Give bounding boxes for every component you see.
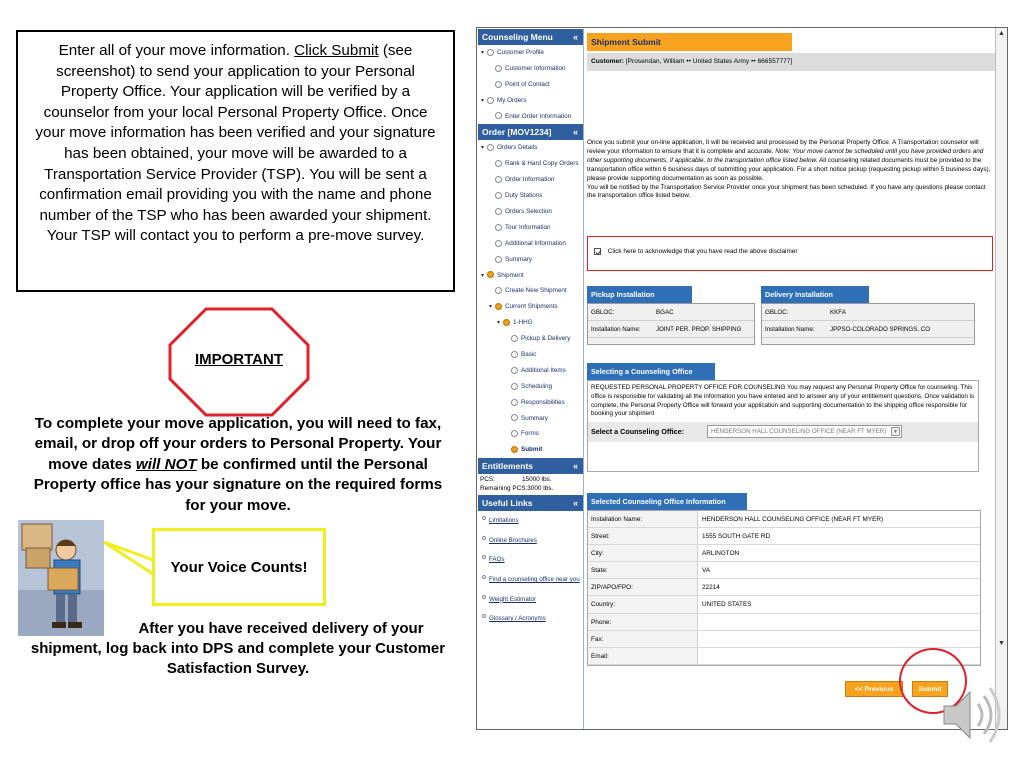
- useful-link[interactable]: [478, 511, 583, 531]
- counseling-office-select-value: HENDERSON HALL COUNSELING OFFICE (NEAR FT MYER): [711, 428, 887, 436]
- node-bullet-icon: [495, 176, 502, 183]
- selected-office-table: [587, 510, 981, 666]
- disclaimer-text: [587, 139, 993, 201]
- office-field-label: City:: [588, 545, 698, 561]
- counseling-office-select-label: Select a Counseling Office:: [591, 427, 685, 437]
- table-row: [588, 511, 980, 528]
- office-field-label: Street:: [588, 528, 698, 544]
- sidebar-tree-item-label: Basic: [521, 351, 537, 359]
- previous-button[interactable]: << Previous: [845, 681, 903, 697]
- collapse-icon[interactable]: «: [572, 461, 578, 472]
- link-bullet-icon: [482, 614, 486, 618]
- office-field-value: 22214: [702, 584, 720, 592]
- office-field-label: Fax:: [588, 631, 698, 647]
- office-field-label: Email:: [588, 648, 698, 664]
- office-field-value: HENDERSON HALL COUNSELING OFFICE (NEAR FT MYER): [702, 516, 884, 523]
- useful-link-label[interactable]: Glossary / Acronyms: [489, 615, 546, 623]
- submit-button[interactable]: Submit: [912, 681, 948, 697]
- sidebar-tree-item-label: My Orders: [497, 96, 527, 104]
- important-label: IMPORTANT: [194, 351, 284, 368]
- node-bullet-icon: [495, 240, 502, 247]
- sidebar-tree-item-label: Responsibilities: [521, 398, 565, 406]
- office-field-label: State:: [588, 562, 698, 578]
- delivery-installation-tab: Delivery Installation: [761, 286, 869, 303]
- node-bullet-icon: [503, 319, 510, 326]
- counseling-office-box: [587, 380, 979, 472]
- node-bullet-icon: [511, 430, 518, 437]
- table-row: [588, 545, 980, 562]
- sidebar-tree-item-label: Scheduling: [521, 382, 553, 390]
- entitlements-header[interactable]: [478, 458, 583, 474]
- node-bullet-icon: [487, 97, 494, 104]
- expand-toggle-icon[interactable]: ▾: [481, 97, 485, 104]
- table-row: [588, 596, 980, 613]
- scroll-up-icon[interactable]: ▲: [998, 30, 1005, 37]
- useful-links-header[interactable]: [478, 495, 583, 511]
- office-field-value: 1555 SOUTH GATE RD: [702, 533, 771, 541]
- important-octagon: [168, 307, 310, 417]
- node-bullet-icon: [495, 112, 502, 119]
- counseling-menu-title: Counseling Menu: [482, 32, 553, 42]
- useful-link-label[interactable]: Find a counseling office near you: [489, 576, 580, 584]
- useful-link[interactable]: [478, 609, 583, 629]
- node-bullet-icon: [487, 271, 494, 278]
- sidebar-tree-item[interactable]: [478, 77, 583, 93]
- collapse-icon[interactable]: «: [572, 32, 578, 42]
- sidebar-tree-item[interactable]: [478, 172, 583, 188]
- sidebar-tree-item[interactable]: [478, 252, 583, 268]
- remaining-pcs: Remaining PCS:3000 lbs.: [480, 484, 554, 492]
- entitlements-body: [478, 474, 583, 495]
- table-row: [588, 562, 980, 579]
- link-bullet-icon: [482, 555, 486, 559]
- link-bullet-icon: [482, 575, 486, 579]
- sidebar-tree-item-label: Submit: [521, 446, 543, 454]
- expand-toggle-icon[interactable]: ▾: [481, 50, 485, 56]
- node-bullet-icon: [511, 446, 518, 453]
- scroll-down-icon[interactable]: ▼: [998, 640, 1005, 647]
- disclaimer-part1: Once you submit your on-line application, it will be received and processed by the Personal Property Office. A Transportation counselor will review your information to ensure that it is complete and accurate.: [587, 139, 979, 155]
- sidebar-tree-item[interactable]: [478, 236, 583, 252]
- customer-value: [Prosendan, William •• United States Army •• 666557777]: [625, 58, 793, 65]
- node-bullet-icon: [495, 303, 502, 310]
- sidebar-tree-item[interactable]: [478, 379, 583, 395]
- sidebar-tree-item-label: Order Information: [505, 176, 555, 184]
- acknowledge-box: [587, 236, 993, 271]
- selected-office-tab: Selected Counseling Office Information: [587, 493, 747, 510]
- pickup-gbloc-row: [588, 304, 754, 321]
- sidebar-tree-item-label: Additional Items: [521, 366, 566, 374]
- sidebar-tree-item-label: Customer Information: [505, 64, 566, 72]
- useful-link[interactable]: [478, 570, 583, 590]
- sidebar-tree-item[interactable]: [478, 315, 583, 331]
- useful-links-list: [478, 511, 583, 629]
- node-bullet-icon: [487, 144, 494, 151]
- table-row: [588, 528, 980, 545]
- sidebar-tree-item[interactable]: [478, 426, 583, 442]
- useful-link[interactable]: [478, 531, 583, 551]
- delivery-name-row: [762, 321, 974, 338]
- sidebar-tree-item-label: Point of Contact: [505, 80, 550, 88]
- table-row: [588, 579, 980, 596]
- sidebar-tree-item-label: Orders Details: [497, 144, 538, 152]
- delivery-installation-box: [761, 303, 975, 345]
- disclaimer-part2: All counseling related documents must be provided to the transportation office within 6 business days of submitting your application. For a short notice pickup (requesting pickup within 5 business days), please provide supporting documentation as soon as possible.: [587, 156, 991, 182]
- delivery-gbloc-label: GBLOC:: [765, 309, 789, 316]
- expand-toggle-icon[interactable]: ▾: [481, 272, 485, 279]
- sidebar-tree-item-label: Orders Selection: [505, 208, 552, 216]
- node-bullet-icon: [495, 160, 502, 167]
- collapse-icon[interactable]: «: [572, 498, 578, 509]
- order-menu-header[interactable]: [478, 124, 583, 140]
- pickup-gbloc-value: BGAC: [656, 309, 674, 316]
- sidebar-tree-item[interactable]: [478, 395, 583, 411]
- useful-link-label[interactable]: Weight Estimator: [489, 595, 536, 603]
- office-field-label: Installation Name:: [588, 511, 698, 527]
- office-field-label: ZIP/APO/FPO:: [588, 579, 698, 595]
- voice-counts-callout: Your Voice Counts!: [152, 528, 326, 606]
- instructions-box: [16, 30, 455, 292]
- node-bullet-icon: [495, 256, 502, 263]
- sidebar-tree-item-label: Customer Profile: [497, 49, 544, 56]
- instructions-part1: Enter all of your move information.: [58, 42, 290, 59]
- counseling-office-text: REQUESTED PERSONAL PROPERTY OFFICE FOR COUNSELING You may request any Personal Property Office for counseling. This office is responsible for validating all the information you have entered and to answer any of your entitlement questions. Once validation is complete, the Personal Property Office will forward your application and supporting documentation to the shipping office responsible for booking your shipment: [591, 384, 975, 418]
- node-bullet-icon: [511, 335, 518, 342]
- node-bullet-icon: [495, 208, 502, 215]
- delivery-gbloc-value: KKFA: [830, 309, 846, 316]
- sidebar-tree-item[interactable]: [478, 299, 583, 315]
- disclaimer-note: Note: Your move cannot be scheduled until you have provided orders and other supporting documents, if applicable, to the transportation office listed below.: [587, 147, 984, 164]
- sidebar-tree-item-label: Shipment: [497, 271, 524, 279]
- important-text-a: To complete your move application, you will need to fax, email, or drop off your orders to Personal Property. Your move dates: [34, 415, 442, 473]
- click-submit-link[interactable]: Click Submit: [294, 42, 379, 59]
- important-text-emphasis: will NOT: [135, 455, 197, 473]
- dps-screenshot: [476, 27, 1008, 730]
- sidebar-tree-item[interactable]: [478, 140, 583, 156]
- node-bullet-icon: [511, 351, 518, 358]
- sidebar-tree-item[interactable]: [478, 188, 583, 204]
- node-bullet-icon: [495, 65, 502, 72]
- sidebar-tree-item-label: Current Shipments: [505, 303, 558, 311]
- useful-link-label[interactable]: Online Brochures: [489, 536, 537, 544]
- office-field-value: VA: [702, 567, 711, 575]
- table-row: [588, 614, 980, 631]
- order-menu-list: [478, 140, 583, 458]
- entitlements-title: Entitlements: [482, 461, 534, 472]
- sidebar-tree-item-label: Create New Shipment: [505, 287, 567, 295]
- counseling-office-tab: Selecting a Counseling Office: [587, 363, 715, 380]
- link-bullet-icon: [482, 516, 486, 520]
- node-bullet-icon: [511, 383, 518, 390]
- node-bullet-icon: [495, 224, 502, 231]
- order-menu-title: Order [MOV1234]: [482, 127, 552, 138]
- delivery-name-value: JPPSO-COLORADO SPRINGS, CO: [830, 326, 931, 333]
- node-bullet-icon: [495, 287, 502, 294]
- office-field-value: UNITED STATES: [702, 601, 752, 609]
- pickup-name-label: Installation Name:: [591, 326, 641, 333]
- counseling-office-select-row: [588, 422, 978, 442]
- sidebar-tree-item[interactable]: [478, 109, 583, 125]
- main-content: [585, 29, 995, 729]
- sidebar-tree-item[interactable]: [478, 45, 583, 61]
- pcs-label: PCS:: [480, 476, 495, 484]
- table-row: [588, 631, 980, 648]
- pickup-installation-box: [587, 303, 755, 345]
- sidebar-tree-item-label: Duty Stations: [505, 192, 543, 200]
- expand-toggle-icon[interactable]: ▾: [489, 304, 493, 311]
- useful-link-label[interactable]: Limitations: [489, 517, 519, 525]
- customer-label: Customer:: [591, 58, 624, 65]
- expand-toggle-icon[interactable]: ▾: [481, 145, 485, 152]
- pickup-gbloc-label: GBLOC:: [591, 309, 615, 316]
- important-text-b: be confirmed until the Personal Property office has your signature on the required forms for your move.: [33, 455, 443, 514]
- delivery-name-label: Installation Name:: [765, 326, 815, 333]
- vertical-scrollbar[interactable]: [995, 28, 1007, 729]
- pickup-name-value: JOINT PER. PROP. SHIPPING: [656, 326, 742, 333]
- pcs-row: [480, 476, 581, 485]
- sidebar-tree-item-label: Summary: [521, 414, 548, 422]
- office-field-label: Phone:: [588, 614, 698, 630]
- link-bullet-icon: [482, 536, 486, 540]
- counseling-menu-list: [478, 45, 583, 124]
- node-bullet-icon: [511, 367, 518, 374]
- sidebar: [478, 29, 584, 729]
- customer-bar: [587, 53, 997, 71]
- useful-link-label[interactable]: FAQs: [489, 556, 505, 564]
- important-text: [28, 414, 448, 516]
- page-title: Shipment Submit: [587, 33, 792, 51]
- speaker-icon[interactable]: [940, 684, 1004, 746]
- delivery-gbloc-row: [762, 304, 974, 321]
- sidebar-tree-item-label: Rank & Hard Copy Orders: [505, 160, 579, 168]
- sidebar-tree-item-label: Summary: [505, 255, 532, 263]
- office-field-value: ARLINGTON: [702, 550, 740, 558]
- pickup-name-row: [588, 321, 754, 338]
- sidebar-tree-item-label: Tour Information: [505, 223, 551, 231]
- sidebar-tree-item[interactable]: [478, 204, 583, 220]
- sidebar-tree-item[interactable]: [478, 156, 583, 172]
- counseling-menu-header[interactable]: [478, 29, 583, 45]
- node-bullet-icon: [511, 399, 518, 406]
- sidebar-tree-item[interactable]: [478, 93, 583, 109]
- node-bullet-icon: [495, 192, 502, 199]
- office-field-value: [698, 631, 702, 647]
- checkmark-icon: [595, 249, 602, 256]
- sidebar-tree-item[interactable]: [478, 268, 583, 284]
- node-bullet-icon: [495, 81, 502, 88]
- node-bullet-icon: [511, 414, 518, 421]
- sidebar-tree-item[interactable]: [478, 363, 583, 379]
- sidebar-tree-item-label: Pickup & Delivery: [521, 335, 571, 343]
- expand-toggle-icon[interactable]: ▾: [497, 320, 501, 327]
- link-bullet-icon: [482, 595, 486, 599]
- useful-link[interactable]: [478, 550, 583, 570]
- useful-link[interactable]: [478, 590, 583, 610]
- acknowledge-label[interactable]: Click here to acknowledge that you have read the above disclaimer: [607, 248, 798, 255]
- sidebar-tree-item-label: Forms: [521, 430, 539, 438]
- sidebar-tree-item[interactable]: [478, 220, 583, 236]
- sidebar-tree-item[interactable]: [478, 411, 583, 427]
- office-field-label: Country:: [588, 596, 698, 612]
- after-delivery-text-body: After you have received delivery of your shipment, log back into DPS and complete your Customer Satisfaction Survey.: [30, 620, 446, 677]
- sidebar-tree-item[interactable]: [478, 442, 583, 458]
- instructions-part2: (see screenshot) to send your application to your Personal Property Office. Your application will be verified by a counselor from your local Personal Property Office. Once your move information has been verified and your signature has been obtained, your move will be awarded to a Transportation Service Provider (TSP). You will be sent a confirmation email providing you with the name and phone number of the TSP who has been awarded your shipment. Your TSP will contact you to perform a pre-move survey.: [35, 42, 436, 245]
- sidebar-tree-item-label: Enter Order Information: [505, 112, 572, 120]
- pcs-value: 15000 lbs.: [522, 476, 552, 484]
- sidebar-tree-item[interactable]: [478, 283, 583, 299]
- pickup-installation-tab: Pickup Installation: [587, 286, 692, 303]
- useful-links-title: Useful Links: [482, 498, 533, 509]
- counseling-office-select[interactable]: [707, 425, 902, 438]
- sidebar-tree-item[interactable]: [478, 61, 583, 77]
- sidebar-tree-item[interactable]: [478, 347, 583, 363]
- chevron-down-icon[interactable]: ▼: [891, 427, 900, 436]
- acknowledge-checkbox[interactable]: [594, 248, 601, 255]
- sidebar-tree-item-label: 1-HHG: [513, 319, 533, 327]
- sidebar-tree-item[interactable]: [478, 331, 583, 347]
- collapse-icon[interactable]: «: [572, 127, 578, 138]
- office-field-value: [698, 648, 702, 664]
- node-bullet-icon: [487, 49, 494, 56]
- sidebar-tree-item-label: Additional Information: [505, 239, 566, 247]
- after-delivery-text: [28, 619, 448, 679]
- office-field-value: [698, 614, 702, 630]
- disclaimer-part3: You will be notified by the Transportation Service Provider once your shipment has been scheduled. If you have any questions please contact the transportation office listed below.: [587, 183, 986, 200]
